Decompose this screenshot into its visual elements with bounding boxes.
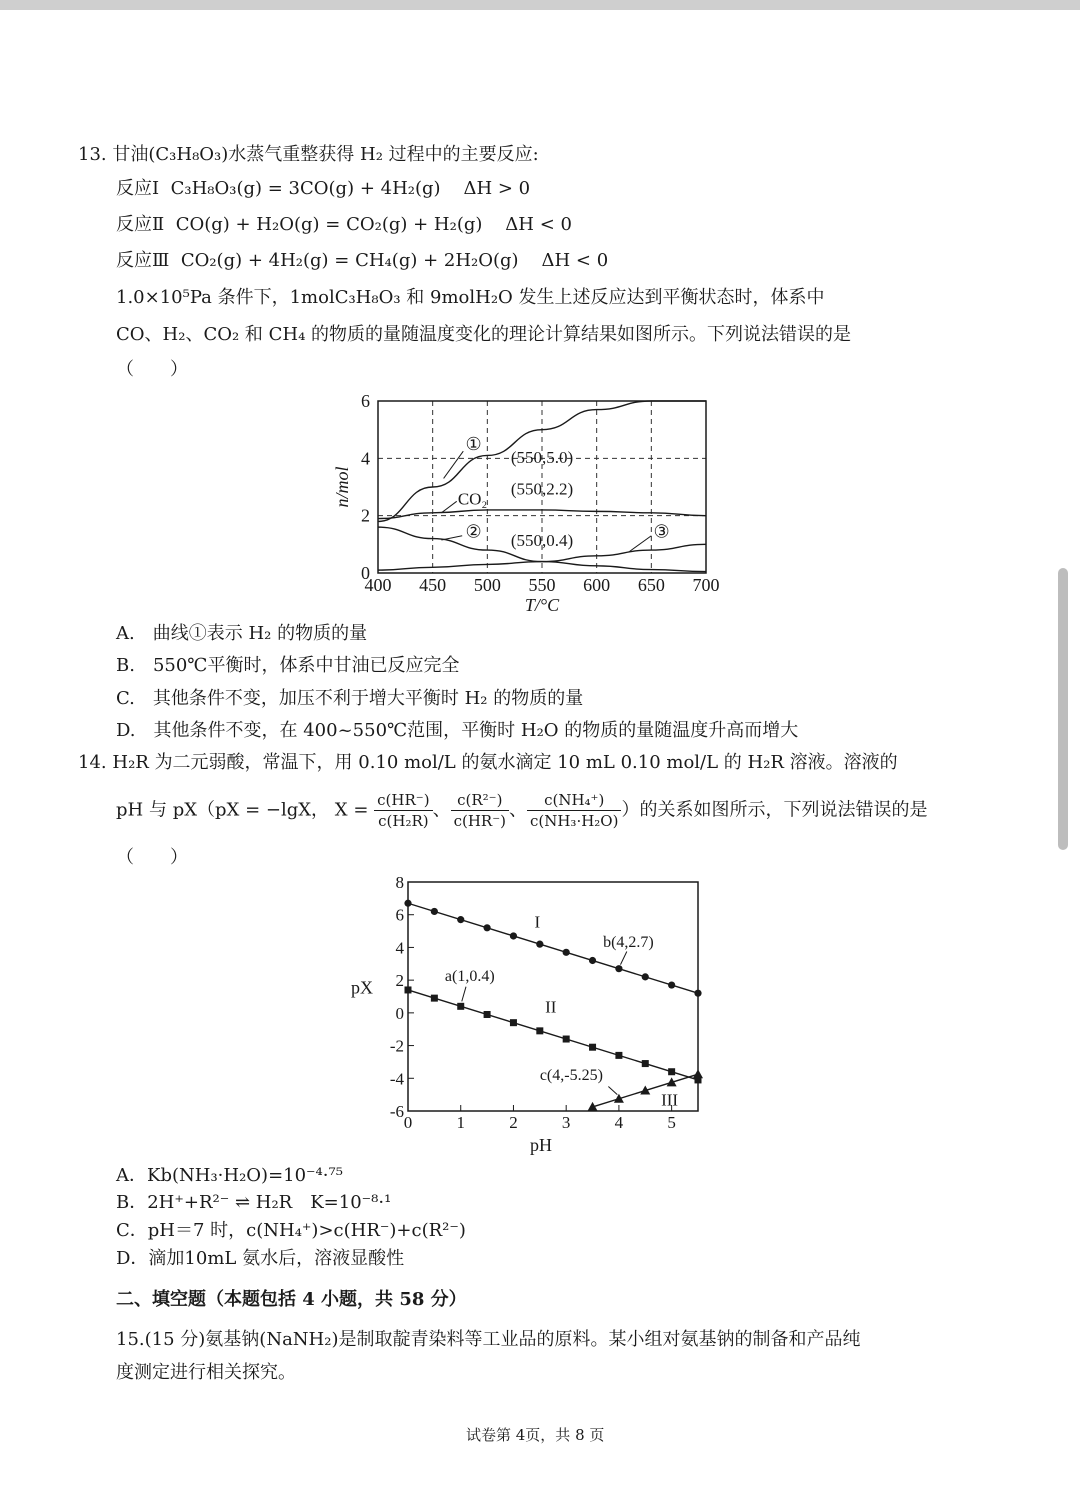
reaction-equation: CO(g) + H₂O(g) = CO₂(g) + H₂(g) <box>175 214 483 235</box>
y-tick-label: 4 <box>395 938 404 958</box>
q13-stem <box>78 142 539 168</box>
ph-prefix: pH 与 <box>116 799 167 821</box>
chart-n-vs-temperature <box>320 385 740 625</box>
annotation-b: b(4,2.7) <box>603 933 654 951</box>
x-tick-label: 600 <box>583 575 611 595</box>
x-axis-label: pH <box>530 1135 552 1155</box>
q14-option-a: A．Kb(NH₃·H₂O)=10⁻⁴·⁷⁵ <box>116 1165 343 1186</box>
y-tick-label: 6 <box>361 391 370 411</box>
reaction-label: 反应Ⅱ <box>116 214 165 235</box>
data-point-I <box>510 932 517 939</box>
data-point-II <box>484 1011 491 1018</box>
data-point-I <box>536 941 543 948</box>
data-point-II <box>536 1027 543 1034</box>
curve-label-III: III <box>661 1090 679 1110</box>
q15-line-2: 度测定进行相关探究。 <box>116 1362 296 1383</box>
q14-option-c: C．pH＝7 时，c(NH₄⁺)>c(HR⁻)+c(R²⁻) <box>116 1220 466 1241</box>
data-point-II <box>668 1068 675 1075</box>
data-point-II <box>563 1036 570 1043</box>
curve-label-co2-leader <box>441 501 456 512</box>
curve-label-3: ③ <box>653 521 670 542</box>
data-point-II <box>405 986 412 993</box>
fraction-2: $\frac{\text{c(R²⁻)}}{c(HR^-)}$ <box>451 790 509 831</box>
data-point-I <box>615 965 622 972</box>
data-point-II <box>642 1060 649 1067</box>
reaction-equation: CO₂(g) + 4H₂(g) = CH₄(g) + 2H₂O(g) <box>180 250 519 271</box>
data-point-II <box>431 995 438 1002</box>
q13-number: 13. <box>78 144 107 165</box>
annotation-1: (550,5.0) <box>510 447 574 467</box>
y-tick-label: -4 <box>389 1069 404 1089</box>
y-tick-label: -6 <box>389 1102 404 1121</box>
y-axis-label: pX <box>351 977 373 998</box>
data-point-I <box>404 900 411 907</box>
x-axis-label: T/°C <box>524 595 560 615</box>
x-tick-label: 450 <box>419 575 447 595</box>
y-tick-label: 0 <box>395 1003 404 1023</box>
data-point-I <box>563 949 570 956</box>
q15-line-1: 15.(15 分)氨基钠(NaNH₂)是制取靛青染料等工业品的原料。某小组对氨基钠的制备和产品纯 <box>116 1329 861 1350</box>
annotation-c-leader <box>608 1086 617 1094</box>
x-tick-label: 3 <box>561 1113 571 1132</box>
data-point-II <box>510 1019 517 1026</box>
y-tick-label: -2 <box>389 1036 404 1056</box>
q14-option-b: B．2H⁺+R²⁻ ⇌ H₂R K=10⁻⁸·¹ <box>116 1192 392 1213</box>
annotation-3: (550,0.4) <box>510 531 574 551</box>
curve-label-3-leader <box>629 536 651 552</box>
section-title: 二、填空题（本题包括 4 小题，共 58 分） <box>116 1289 467 1310</box>
y-tick-label: 2 <box>395 971 404 991</box>
x-tick-label: 650 <box>637 575 665 595</box>
x-tick-label: 500 <box>473 575 501 595</box>
px-definition: pX（pX = −lgX， <box>172 799 330 821</box>
x-tick-label: 2 <box>509 1113 518 1132</box>
x-tick-label: 4 <box>614 1113 624 1132</box>
data-point-I <box>431 908 438 915</box>
reaction-label: 反应Ⅰ <box>116 178 160 199</box>
q14-stem-text: H₂R 为二元弱酸，常温下，用 0.10 mol/L 的氨水滴定 10 mL 0.10 mol/L 的 H₂R 溶液。溶液的 <box>112 752 898 773</box>
q14-suffix: ）的关系如图所示，下列说法错误的是 <box>621 799 928 821</box>
reaction-enthalpy: ΔH < 0 <box>541 250 609 271</box>
reaction-label: 反应Ⅲ <box>116 250 170 271</box>
annotation-a: a(1,0.4) <box>444 968 495 986</box>
curve-label-I: I <box>534 912 541 932</box>
q13-reaction-3 <box>116 248 608 274</box>
y-axis-label: n/mol <box>332 466 352 508</box>
data-point-I <box>642 973 649 980</box>
curve-label-II: II <box>545 997 557 1017</box>
curve-label-2: ② <box>465 521 482 542</box>
curve-label-1-leader <box>444 451 464 478</box>
x-tick-label: 550 <box>528 575 556 595</box>
y-tick-label: 6 <box>395 905 404 925</box>
data-point-I <box>483 924 490 931</box>
fraction-3: $\frac{\text{c(NH₄⁺)}}{\text{c(NH₃·H₂O)}}$ <box>527 790 621 831</box>
x-tick-label: 700 <box>692 575 720 595</box>
reaction-enthalpy: ΔH > 0 <box>463 178 531 199</box>
curve-label-2-leader <box>441 536 462 540</box>
data-point-I <box>668 981 675 988</box>
scrollbar-thumb[interactable] <box>1058 568 1068 850</box>
x-tick-label: 400 <box>364 575 392 595</box>
x-tick-label: 1 <box>456 1113 465 1132</box>
q13-option-d: D. 其他条件不变，在 400~550℃范围，平衡时 H₂O 的物质的量随温度升高而增大 <box>116 720 799 741</box>
curve-label-co2: CO₂ <box>457 489 488 509</box>
chart-px-vs-ph <box>350 868 730 1160</box>
q13-option-b: B. 550℃平衡时，体系中甘油已反应完全 <box>116 655 460 676</box>
x-tick-label: 5 <box>667 1113 676 1132</box>
reaction-equation: C₃H₈O₃(g) = 3CO(g) + 4H₂(g) <box>170 178 441 199</box>
data-point-III <box>693 1069 703 1078</box>
annotation-b-leader <box>620 952 626 965</box>
reaction-enthalpy: ΔH < 0 <box>505 214 572 235</box>
q14-number: 14. <box>78 752 107 773</box>
q13-option-a: A. 曲线①表示 H₂ 的物质的量 <box>116 623 368 644</box>
curve-label-1: ① <box>465 434 482 454</box>
fraction-1: $\frac{c(HR^-)}{\text{c(H₂R)}}$ <box>374 790 432 831</box>
q14-stem <box>78 750 898 776</box>
x-equals: X = <box>334 799 369 821</box>
top-bar <box>0 0 1080 10</box>
q13-paren: （ ） <box>116 359 188 380</box>
q14-option-d: D．滴加10mL 氨水后，溶液显酸性 <box>116 1248 405 1269</box>
x-tick-label: 0 <box>403 1113 413 1132</box>
y-tick-label: 4 <box>361 448 370 469</box>
data-point-I <box>589 957 596 964</box>
annotation-2: (550,2.2) <box>510 479 574 499</box>
annotation-c: c(4,-5.25) <box>539 1067 603 1085</box>
annotation-a-leader <box>462 987 466 1002</box>
data-point-II <box>615 1052 622 1059</box>
page-footer: 试卷第 4页，共 8 页 <box>466 1426 605 1444</box>
data-point-II <box>589 1044 596 1051</box>
q13-reaction-2 <box>116 212 572 238</box>
data-point-I <box>457 916 464 923</box>
q14-paren: （ ） <box>116 847 188 868</box>
data-point-I <box>694 990 701 997</box>
q13-condition-1: 1.0×10⁵Pa 条件下，1molC₃H₈O₃ 和 9molH₂O 发生上述反应达到平衡状态时，体系中 <box>116 287 825 308</box>
y-tick-label: 0 <box>361 563 370 583</box>
q13-condition-2: CO、H₂、CO₂ 和 CH₄ 的物质的量随温度变化的理论计算结果如图所示。下列说法错误的是 <box>116 324 852 345</box>
q13-reaction-1 <box>116 176 530 202</box>
q13-stem-text: 甘油(C₃H₈O₃)水蒸气重整获得 H₂ 过程中的主要反应: <box>112 144 539 165</box>
q13-option-c: C. 其他条件不变，加压不利于增大平衡时 H₂ 的物质的量 <box>116 688 584 709</box>
q14-definition: pH 与 pX（pX = −lgX， X = $\frac{c(HR^-)}{\text{c(H₂R)}}$ 、 $\frac{\text{c(R²⁻)}}{c(HR^-)}$ 、 $\frac{\text{c(NH₄⁺)}}{\text{c(NH₃·H₂O)}}$ ）的关系如图所示，下列说法错误的是 <box>116 791 928 830</box>
y-tick-label: 8 <box>395 873 404 892</box>
y-tick-label: 2 <box>361 505 370 526</box>
data-point-II <box>457 1003 464 1010</box>
